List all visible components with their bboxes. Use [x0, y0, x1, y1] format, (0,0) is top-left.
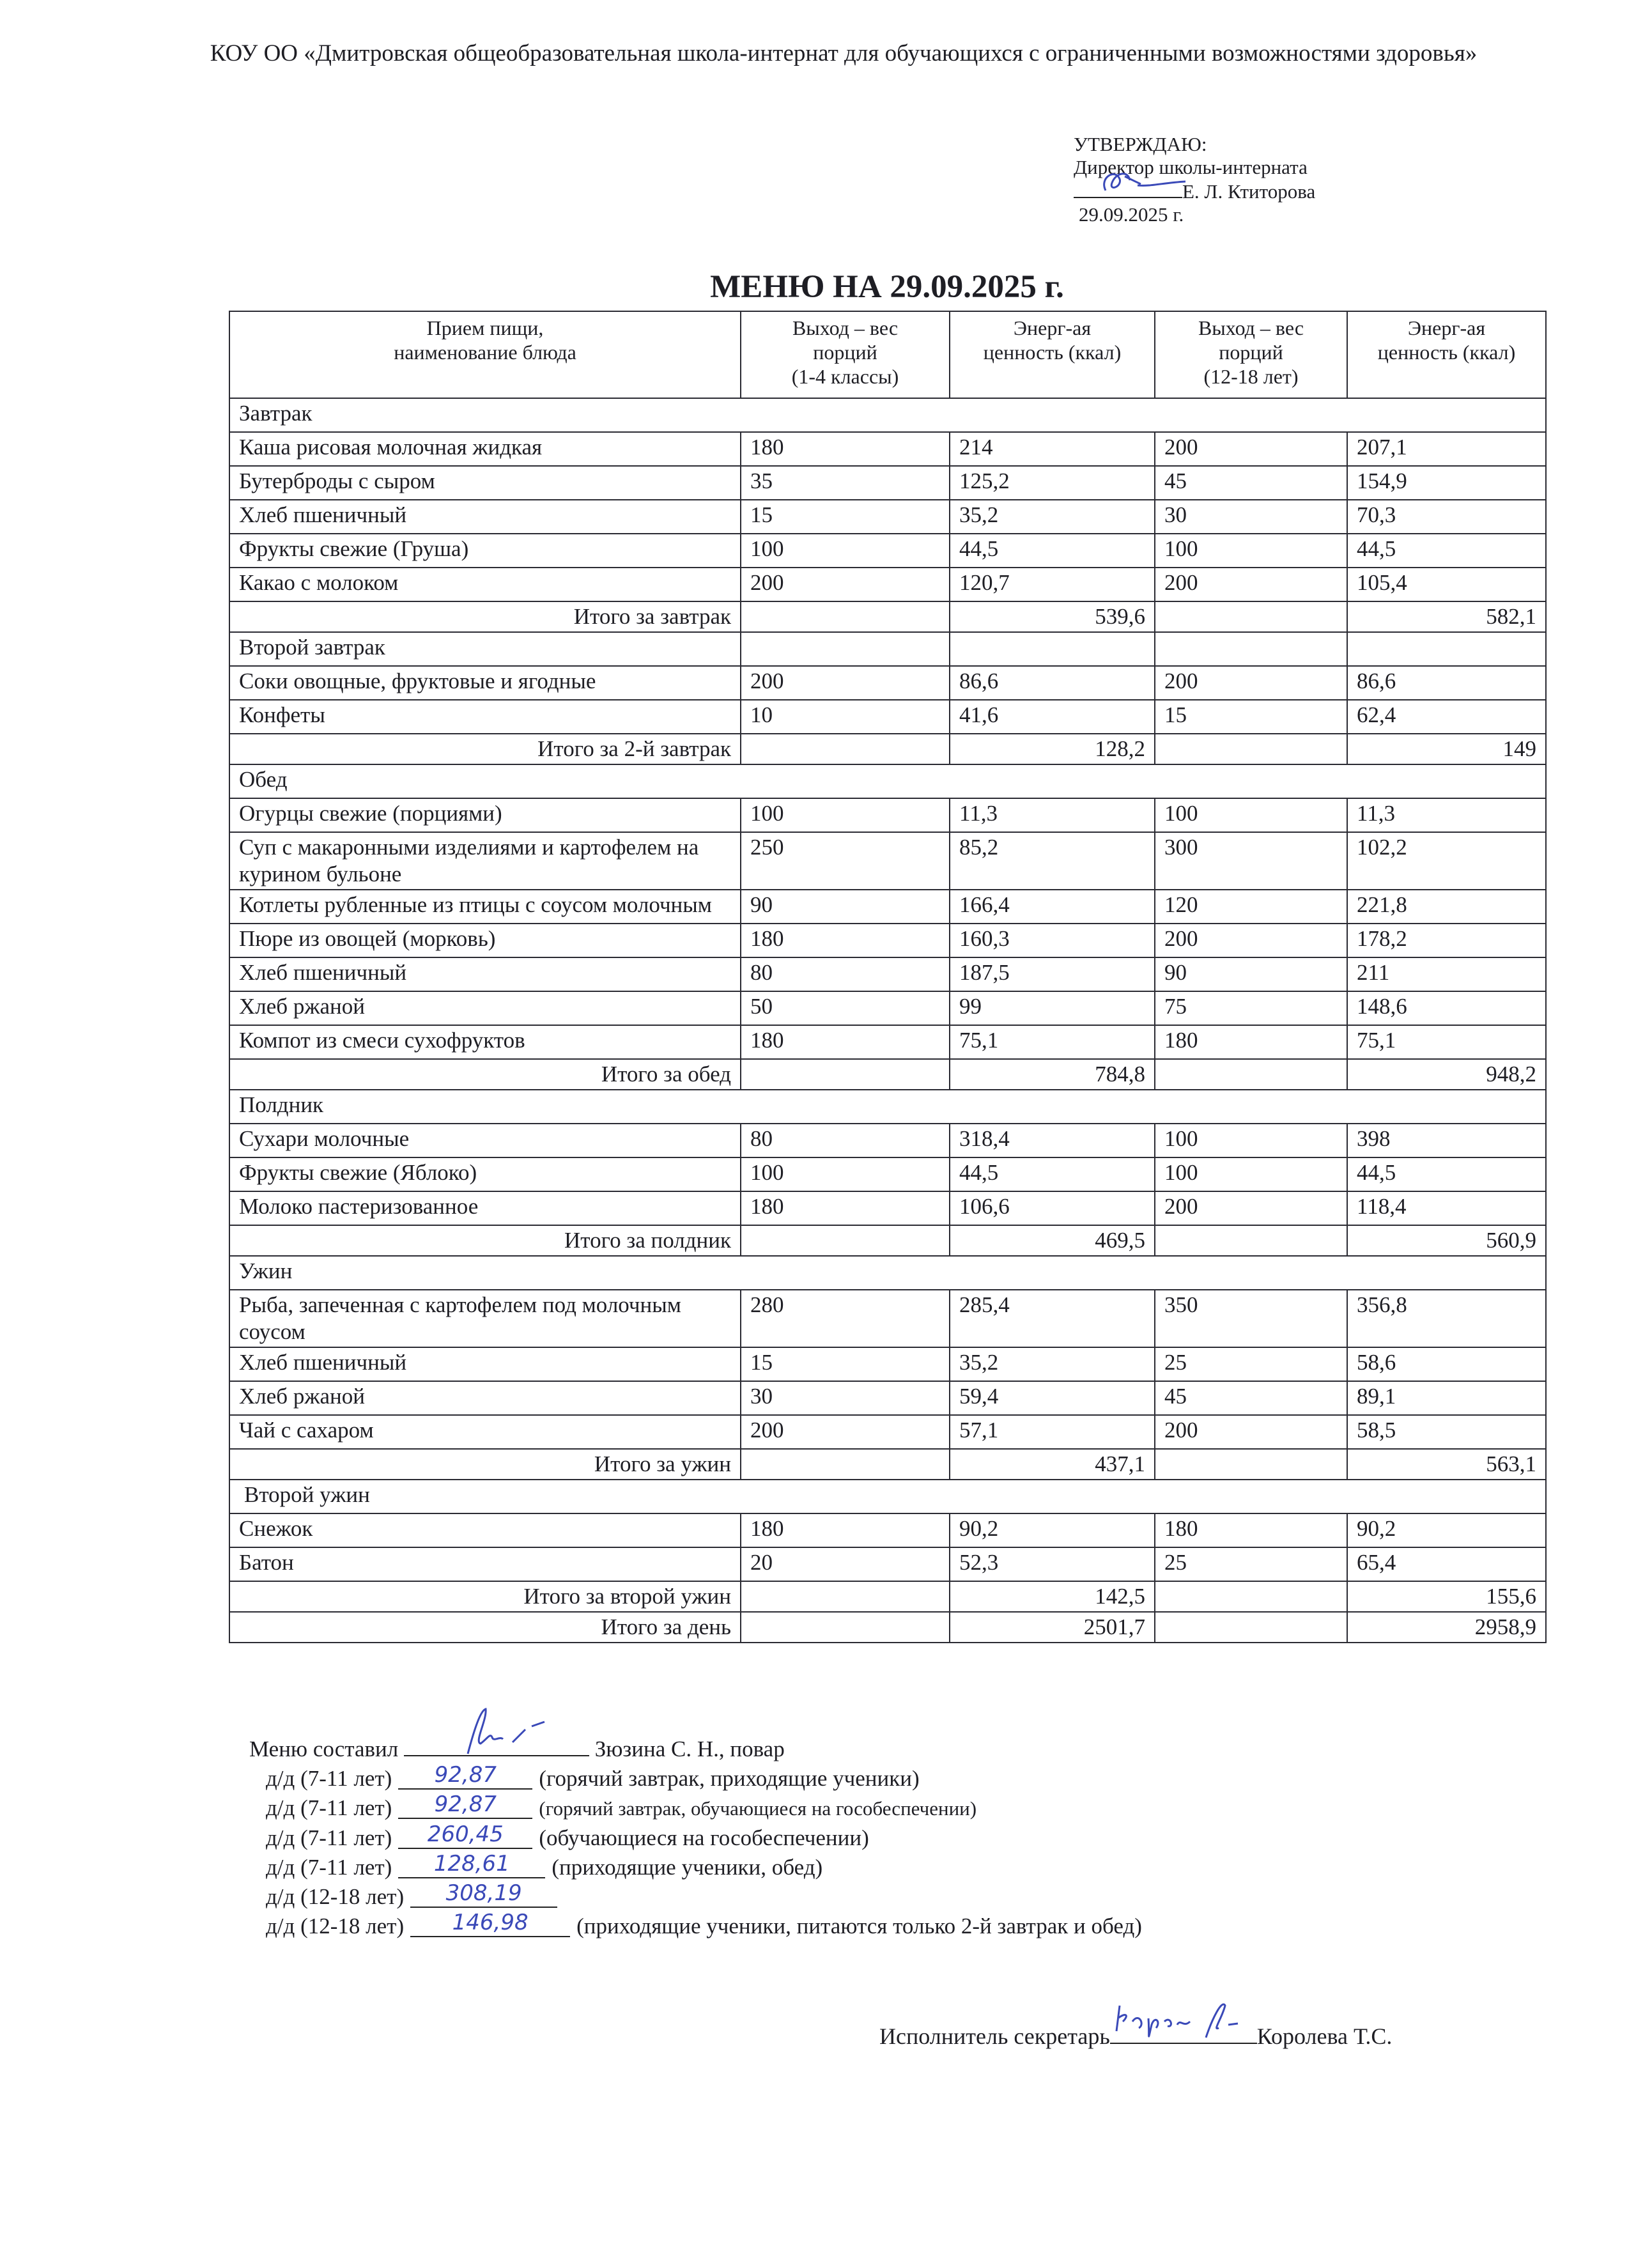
cell-e2: 58,5 [1347, 1415, 1546, 1449]
cost-row [249, 1882, 1142, 1912]
approval-block [1074, 133, 1315, 226]
cost-value: 92,87 [434, 1791, 497, 1817]
cell-w1: 280 [741, 1290, 950, 1347]
cell-e1: 285,4 [950, 1290, 1155, 1347]
table-row [229, 832, 1546, 890]
dish-name: Соки овощные, фруктовые и ягодные [229, 666, 741, 700]
table-row [229, 1347, 1546, 1381]
director-name: Е. Л. Ктиторова [1182, 180, 1316, 203]
approval-position: Директор школы-интерната [1074, 156, 1308, 178]
total-energy-1-4: 539,6 [950, 601, 1155, 632]
section-name: Второй ужин [229, 1480, 1546, 1513]
cell-e1: 187,5 [950, 957, 1155, 991]
table-row [229, 991, 1546, 1025]
cell-w1: 15 [741, 1347, 950, 1381]
cell-w1: 15 [741, 500, 950, 534]
approval-date: 29.09.2025 г. [1079, 203, 1184, 226]
cell-w2: 100 [1155, 1157, 1347, 1191]
cost-label: д/д (7-11 лет) [266, 1825, 392, 1850]
empty-cell [741, 1612, 950, 1643]
cell-w1: 100 [741, 1157, 950, 1191]
section-total-row [229, 1059, 1546, 1090]
cost-note: (приходящие ученики, питаются только 2-й завтрак и обед) [576, 1914, 1142, 1938]
empty-cell [1155, 734, 1347, 764]
section-total-row [229, 601, 1546, 632]
cell-w1: 250 [741, 832, 950, 890]
cell-e1: 44,5 [950, 534, 1155, 568]
cost-label: д/д (7-11 лет) [266, 1766, 392, 1791]
section-name: Завтрак [229, 398, 1546, 432]
table-row [229, 466, 1546, 500]
cell-e1: 86,6 [950, 666, 1155, 700]
cell-w2: 200 [1155, 666, 1347, 700]
day-total-row [229, 1612, 1546, 1643]
cell-e2: 356,8 [1347, 1290, 1546, 1347]
cell-e1: 318,4 [950, 1124, 1155, 1157]
cell-e1: 160,3 [950, 924, 1155, 957]
cell-w1: 10 [741, 700, 950, 734]
cost-value: 128,61 [433, 1851, 510, 1876]
column-header-energy-12-18: Энерг-ая ценность (ккал) [1347, 311, 1546, 398]
day-total-energy-1-4: 2501,7 [950, 1612, 1155, 1643]
total-label: Итого за ужин [229, 1449, 741, 1480]
table-row [229, 924, 1546, 957]
cost-row [249, 1764, 1142, 1793]
total-energy-1-4: 469,5 [950, 1225, 1155, 1256]
dish-name: Снежок [229, 1513, 741, 1547]
empty-cell [741, 601, 950, 632]
cost-row [249, 1793, 1142, 1823]
cell-e2: 62,4 [1347, 700, 1546, 734]
cost-note: (горячий завтрак, приходящие ученики) [539, 1766, 920, 1791]
cell-w2: 100 [1155, 1124, 1347, 1157]
dish-name: Батон [229, 1547, 741, 1581]
total-label: Итого за обед [229, 1059, 741, 1090]
cost-value-line [398, 1793, 532, 1819]
cell-e1: 85,2 [950, 832, 1155, 890]
total-energy-1-4: 128,2 [950, 734, 1155, 764]
cell-e1: 99 [950, 991, 1155, 1025]
cost-value: 146,98 [452, 1910, 529, 1935]
composer-label: Меню составил [249, 1737, 399, 1761]
director-signature-icon [1080, 165, 1189, 197]
cell-w2: 200 [1155, 1415, 1347, 1449]
section-name: Полдник [229, 1090, 1546, 1124]
section-total-row [229, 1581, 1546, 1612]
executor-signature-icon [1110, 1993, 1257, 2044]
dish-name: Пюре из овощей (морковь) [229, 924, 741, 957]
dish-name: Котлеты рубленные из птицы с соусом молочным [229, 890, 741, 924]
cost-value: 308,19 [445, 1880, 522, 1906]
cell-w1: 100 [741, 798, 950, 832]
cell-w2: 200 [1155, 568, 1347, 601]
cost-value-line [398, 1823, 532, 1849]
cell-e1: 57,1 [950, 1415, 1155, 1449]
table-row [229, 534, 1546, 568]
cell-w1: 180 [741, 924, 950, 957]
cell-w1: 200 [741, 568, 950, 601]
cost-label: д/д (12-18 лет) [266, 1884, 405, 1909]
empty-cell [1155, 1059, 1347, 1090]
total-energy-12-18: 563,1 [1347, 1449, 1546, 1480]
cost-row [249, 1853, 1142, 1882]
cost-label: д/д (7-11 лет) [266, 1795, 392, 1820]
empty-cell [1155, 632, 1347, 666]
cell-e1: 120,7 [950, 568, 1155, 601]
approval-signature-row [1074, 179, 1315, 203]
cell-w2: 300 [1155, 832, 1347, 890]
empty-cell [1155, 601, 1347, 632]
cell-w2: 180 [1155, 1513, 1347, 1547]
dish-name: Рыба, запеченная с картофелем под молочным соусом [229, 1290, 741, 1347]
composer-signature-icon [455, 1704, 583, 1755]
cell-w1: 50 [741, 991, 950, 1025]
cell-w1: 80 [741, 957, 950, 991]
dish-name: Каша рисовая молочная жидкая [229, 432, 741, 466]
table-row [229, 666, 1546, 700]
table-row [229, 1513, 1546, 1547]
cost-row [249, 1912, 1142, 1941]
director-signature-line [1074, 179, 1182, 198]
cell-e1: 125,2 [950, 466, 1155, 500]
cost-note: (обучающиеся на гособеспечении) [539, 1825, 869, 1850]
table-row [229, 1157, 1546, 1191]
dish-name: Хлеб ржаной [229, 1381, 741, 1415]
total-energy-1-4: 142,5 [950, 1581, 1155, 1612]
empty-cell [1155, 1612, 1347, 1643]
empty-cell [1155, 1449, 1347, 1480]
cell-w1: 200 [741, 666, 950, 700]
table-row [229, 568, 1546, 601]
cell-w2: 200 [1155, 1191, 1347, 1225]
section-name: Обед [229, 764, 1546, 798]
table-row [229, 1547, 1546, 1581]
executor-name: Королева Т.С. [1256, 2023, 1393, 2049]
empty-cell [741, 632, 950, 666]
cell-e2: 44,5 [1347, 1157, 1546, 1191]
cell-e2: 90,2 [1347, 1513, 1546, 1547]
cell-w1: 180 [741, 1191, 950, 1225]
cell-e1: 214 [950, 432, 1155, 466]
cell-w2: 45 [1155, 466, 1347, 500]
cell-e2: 70,3 [1347, 500, 1546, 534]
cost-value-line [398, 1853, 545, 1878]
cost-label: д/д (12-18 лет) [266, 1914, 405, 1938]
dish-name: Хлеб пшеничный [229, 500, 741, 534]
total-label: Итого за второй ужин [229, 1581, 741, 1612]
dish-name: Фрукты свежие (Груша) [229, 534, 741, 568]
dish-name: Сухари молочные [229, 1124, 741, 1157]
section-row [229, 632, 1546, 666]
column-header-weight-1-4: Выход – вес порций (1-4 классы) [741, 311, 950, 398]
cell-w2: 120 [1155, 890, 1347, 924]
table-row [229, 500, 1546, 534]
empty-cell [1155, 1581, 1347, 1612]
total-energy-12-18: 582,1 [1347, 601, 1546, 632]
table-row [229, 1415, 1546, 1449]
cell-e2: 65,4 [1347, 1547, 1546, 1581]
cell-w2: 15 [1155, 700, 1347, 734]
cell-e2: 89,1 [1347, 1381, 1546, 1415]
cell-e1: 52,3 [950, 1547, 1155, 1581]
executor-row [879, 2018, 1392, 2050]
column-header-weight-12-18: Выход – вес порций (12-18 лет) [1155, 311, 1347, 398]
composer-signature-line [404, 1731, 589, 1756]
empty-cell [741, 1059, 950, 1090]
cell-e2: 118,4 [1347, 1191, 1546, 1225]
table-row [229, 432, 1546, 466]
organization-title: КОУ ОО «Дмитровская общеобразовательная школа-интернат для обучающихся с ограниченными возможностями здоровья» [210, 40, 1478, 66]
section-name: Ужин [229, 1256, 1546, 1290]
dish-name: Конфеты [229, 700, 741, 734]
cost-value-line [410, 1882, 557, 1908]
section-row [229, 1256, 1546, 1290]
cell-e2: 105,4 [1347, 568, 1546, 601]
cell-e2: 148,6 [1347, 991, 1546, 1025]
cell-e2: 178,2 [1347, 924, 1546, 957]
section-name: Второй завтрак [229, 632, 741, 666]
column-header-dish: Прием пищи, наименование блюда [229, 311, 741, 398]
empty-cell [741, 1449, 950, 1480]
cell-w1: 90 [741, 890, 950, 924]
cell-w1: 80 [741, 1124, 950, 1157]
dish-name: Хлеб пшеничный [229, 957, 741, 991]
cell-e2: 154,9 [1347, 466, 1546, 500]
cell-e1: 41,6 [950, 700, 1155, 734]
cell-e2: 75,1 [1347, 1025, 1546, 1059]
table-row [229, 1191, 1546, 1225]
total-label: Итого за полдник [229, 1225, 741, 1256]
cell-e2: 207,1 [1347, 432, 1546, 466]
cell-e1: 44,5 [950, 1157, 1155, 1191]
total-label: Итого за завтрак [229, 601, 741, 632]
section-row [229, 398, 1546, 432]
cost-note: (приходящие ученики, обед) [552, 1855, 823, 1880]
cell-e1: 166,4 [950, 890, 1155, 924]
total-energy-12-18: 948,2 [1347, 1059, 1546, 1090]
empty-cell [1347, 632, 1546, 666]
cost-value-line [398, 1764, 532, 1790]
total-energy-12-18: 149 [1347, 734, 1546, 764]
cost-value: 260,45 [427, 1822, 504, 1847]
table-row [229, 700, 1546, 734]
dish-name: Хлеб пшеничный [229, 1347, 741, 1381]
cell-w2: 180 [1155, 1025, 1347, 1059]
total-energy-12-18: 560,9 [1347, 1225, 1546, 1256]
table-row [229, 1381, 1546, 1415]
dish-name: Фрукты свежие (Яблоко) [229, 1157, 741, 1191]
table-row [229, 890, 1546, 924]
empty-cell [741, 1581, 950, 1612]
cell-w1: 20 [741, 1547, 950, 1581]
executor-label: Исполнитель секретарь [879, 2023, 1110, 2049]
dish-name: Какао с молоком [229, 568, 741, 601]
section-total-row [229, 734, 1546, 764]
cell-e1: 11,3 [950, 798, 1155, 832]
column-header-energy-1-4: Энерг-ая ценность (ккал) [950, 311, 1155, 398]
composer-name: Зюзина С. Н., повар [594, 1737, 785, 1761]
total-energy-1-4: 784,8 [950, 1059, 1155, 1090]
cell-w2: 200 [1155, 432, 1347, 466]
table-row [229, 1025, 1546, 1059]
total-energy-12-18: 155,6 [1347, 1581, 1546, 1612]
cell-w1: 180 [741, 432, 950, 466]
dish-name: Молоко пастеризованное [229, 1191, 741, 1225]
cell-w2: 100 [1155, 798, 1347, 832]
approval-label: УТВЕРЖДАЮ: [1074, 133, 1207, 155]
menu-title: МЕНЮ НА 29.09.2025 г. [710, 269, 1064, 305]
section-total-row [229, 1225, 1546, 1256]
cell-e2: 211 [1347, 957, 1546, 991]
menu-table [229, 311, 1547, 1643]
cell-w1: 180 [741, 1513, 950, 1547]
cell-e1: 90,2 [950, 1513, 1155, 1547]
cell-e2: 58,6 [1347, 1347, 1546, 1381]
cell-w1: 180 [741, 1025, 950, 1059]
table-row [229, 1290, 1546, 1347]
empty-cell [741, 1225, 950, 1256]
empty-cell [1155, 1225, 1347, 1256]
cell-e1: 35,2 [950, 500, 1155, 534]
dish-name: Огурцы свежие (порциями) [229, 798, 741, 832]
cost-list [249, 1764, 1142, 1941]
cost-value-line [410, 1912, 570, 1937]
cell-w2: 75 [1155, 991, 1347, 1025]
cost-note: (горячий завтрак, обучающиеся на гособеспечении) [539, 1797, 977, 1820]
cell-e2: 102,2 [1347, 832, 1546, 890]
cell-w2: 25 [1155, 1347, 1347, 1381]
cell-e2: 86,6 [1347, 666, 1546, 700]
cell-e1: 75,1 [950, 1025, 1155, 1059]
table-row [229, 1124, 1546, 1157]
cell-w2: 25 [1155, 1547, 1347, 1581]
section-row [229, 1090, 1546, 1124]
cell-w2: 100 [1155, 534, 1347, 568]
total-energy-1-4: 437,1 [950, 1449, 1155, 1480]
dish-name: Компот из смеси сухофруктов [229, 1025, 741, 1059]
dish-name: Бутерброды с сыром [229, 466, 741, 500]
dish-name: Чай с сахаром [229, 1415, 741, 1449]
cell-w1: 200 [741, 1415, 950, 1449]
cell-w2: 350 [1155, 1290, 1347, 1347]
dish-name: Суп с макаронными изделиями и картофелем на курином бульоне [229, 832, 741, 890]
executor-signature-line [1110, 2018, 1257, 2044]
menu-table-body [229, 398, 1546, 1643]
cost-value: 92,87 [434, 1762, 497, 1788]
table-row [229, 798, 1546, 832]
cell-e2: 44,5 [1347, 534, 1546, 568]
cell-w2: 90 [1155, 957, 1347, 991]
cell-w1: 30 [741, 1381, 950, 1415]
cell-w2: 30 [1155, 500, 1347, 534]
total-label: Итого за 2-й завтрак [229, 734, 741, 764]
section-total-row [229, 1449, 1546, 1480]
section-row [229, 764, 1546, 798]
cell-w1: 35 [741, 466, 950, 500]
day-total-energy-12-18: 2958,9 [1347, 1612, 1546, 1643]
table-row [229, 957, 1546, 991]
empty-cell [950, 632, 1155, 666]
day-total-label: Итого за день [229, 1612, 741, 1643]
cell-w2: 200 [1155, 924, 1347, 957]
cell-e1: 35,2 [950, 1347, 1155, 1381]
table-header-row [229, 311, 1546, 398]
footer [249, 1731, 1142, 1941]
cell-e1: 106,6 [950, 1191, 1155, 1225]
cell-w2: 45 [1155, 1381, 1347, 1415]
composer-row [249, 1731, 1142, 1764]
cell-e2: 11,3 [1347, 798, 1546, 832]
cell-w1: 100 [741, 534, 950, 568]
cost-label: д/д (7-11 лет) [266, 1855, 392, 1880]
cell-e2: 398 [1347, 1124, 1546, 1157]
cell-e1: 59,4 [950, 1381, 1155, 1415]
cell-e2: 221,8 [1347, 890, 1546, 924]
empty-cell [741, 734, 950, 764]
dish-name: Хлеб ржаной [229, 991, 741, 1025]
cost-row [249, 1823, 1142, 1853]
section-row [229, 1480, 1546, 1513]
